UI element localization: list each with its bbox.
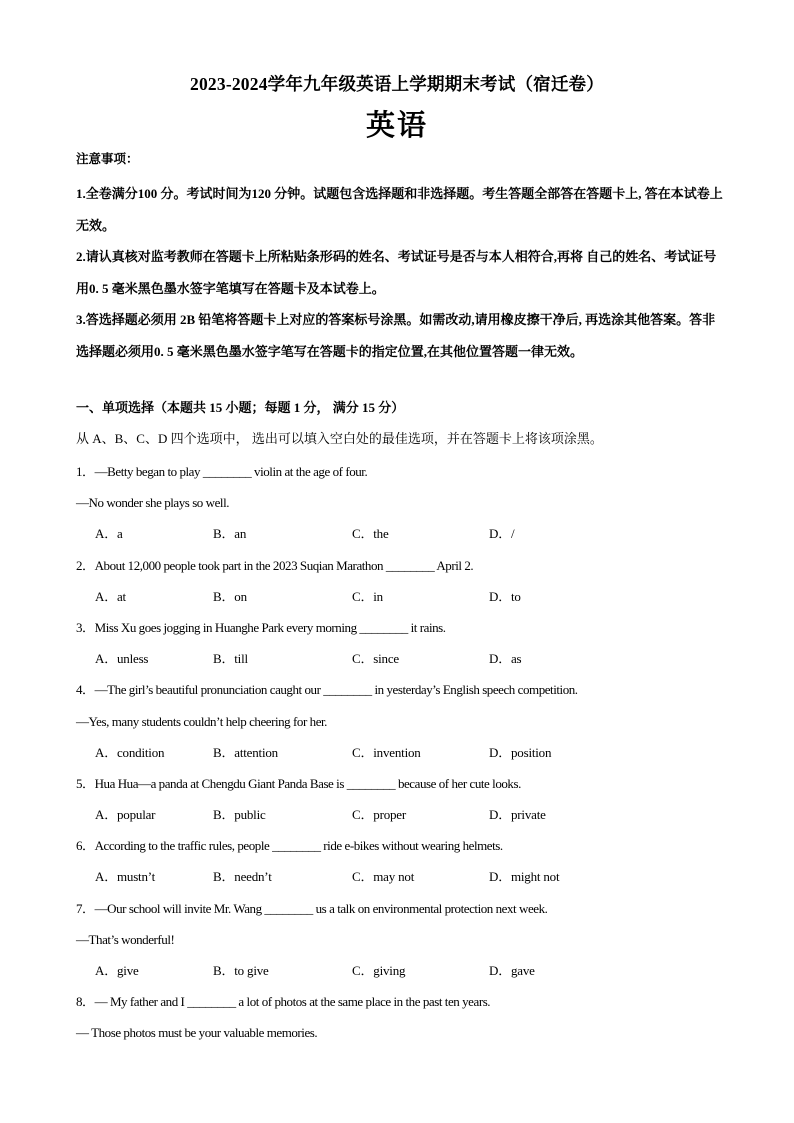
option-a: A．condition bbox=[95, 744, 165, 760]
subject-heading: 英语 bbox=[365, 110, 428, 142]
option-c: C．proper bbox=[352, 807, 406, 823]
option-row bbox=[76, 587, 726, 618]
question-reply: —That’s wonderful! bbox=[76, 931, 175, 947]
option-a: A．popular bbox=[95, 807, 156, 823]
question-stem: 3．Miss Xu goes jogging in Huanghe Park every morning ________ it rains. bbox=[76, 619, 446, 635]
option-b: B．on bbox=[213, 588, 247, 604]
option-c: C．giving bbox=[352, 963, 406, 978]
option-d: D．might not bbox=[489, 869, 560, 885]
option-b: B．public bbox=[213, 807, 266, 823]
question-stem: 5．Hua Hua—a panda at Chengdu Giant Panda Base is ________ because of her cute looks. bbox=[76, 775, 521, 791]
section-instruction: 从 A、B、C、D 四个选项中， 选出可以填入空白处的最佳选项，并在答题卡上将该项涂黑。 bbox=[76, 431, 603, 446]
section-header bbox=[76, 398, 726, 449]
question-stem: 8．— My father and I ________ a lot of photos at the same place in the past ten years. bbox=[76, 994, 491, 1010]
notes-heading: 注意事项： bbox=[76, 152, 139, 166]
option-b: B．needn’t bbox=[213, 869, 272, 885]
question-stem: 4．—The girl’s beautiful pronunciation caught our ________ in yesterday’s English speech competition. bbox=[76, 682, 578, 698]
option-b: B．to give bbox=[213, 963, 269, 978]
option-d: D．/ bbox=[489, 526, 515, 542]
option-a: A．at bbox=[95, 588, 126, 604]
question-stem: 2．About 12,000 people took part in the 2023 Suqian Marathon ________ April 2. bbox=[76, 557, 474, 573]
notes-block bbox=[76, 149, 726, 367]
option-b: B．till bbox=[213, 651, 248, 667]
option-c: C．since bbox=[352, 651, 399, 667]
option-a: A．give bbox=[95, 963, 139, 978]
section-title: 一、单项选择（本题共 15 小题；每题 1 分， 满分 15 分） bbox=[76, 400, 405, 415]
question-reply: — Those photos must be your valuable memories. bbox=[76, 1025, 318, 1041]
exam-title: 2023-2024学年九年级英语上学期期末考试（宿迁卷） bbox=[190, 74, 604, 94]
option-a: A．a bbox=[95, 526, 123, 542]
question-stem: 1．—Betty began to play ________ violin at the age of four. bbox=[76, 464, 368, 479]
note-item: 3.答选择题必须用 2B 铅笔将答题卡上对应的答案标号涂黑。如需改动,请用橡皮擦干净后, 再选涂其他答案。答非选择题必须用0. 5 毫米黑色墨水签字笔写在答题卡的指定位置,在其他位置答题一律无效。 bbox=[76, 312, 716, 359]
question-reply: —Yes, many students couldn’t help cheering for her. bbox=[76, 713, 327, 729]
option-d: D．position bbox=[489, 744, 552, 760]
option-d: D．gave bbox=[489, 963, 535, 978]
option-row bbox=[76, 743, 726, 774]
option-c: C．the bbox=[352, 526, 389, 542]
question-stem: 7．—Our school will invite Mr. Wang ________ us a talk on environmental protection next week. bbox=[76, 900, 548, 916]
option-c: C．in bbox=[352, 588, 383, 604]
option-c: C．invention bbox=[352, 744, 421, 760]
option-a: A．mustn’t bbox=[95, 869, 156, 885]
option-d: D．to bbox=[489, 588, 521, 604]
option-d: D．private bbox=[489, 807, 546, 823]
option-row bbox=[76, 961, 726, 992]
option-b: B．an bbox=[213, 526, 247, 542]
option-row bbox=[76, 867, 726, 898]
option-b: B．attention bbox=[213, 744, 278, 760]
question-stem: 6．According to the traffic rules, people ________ ride e-bikes without wearing helmets. bbox=[76, 838, 503, 854]
option-c: C．may not bbox=[352, 869, 415, 885]
question-list bbox=[76, 462, 726, 1055]
option-a: A．unless bbox=[95, 651, 149, 667]
question-reply: —No wonder she plays so well. bbox=[76, 495, 230, 511]
note-item: 2.请认真核对监考教师在答题卡上所粘贴条形码的姓名、考试证号是否与本人相符合,再将 自己的姓名、考试证号用0. 5 毫米黑色墨水签字笔填写在答题卡及本试卷上。 bbox=[76, 249, 717, 296]
note-item: 1.全卷满分100 分。考试时间为120 分钟。试题包含选择题和非选择题。考生答题全部答在答题卡上, 答在本试卷上无效。 bbox=[76, 186, 723, 233]
option-d: D．as bbox=[489, 651, 522, 667]
option-row bbox=[76, 649, 726, 680]
option-row bbox=[76, 805, 726, 836]
option-row bbox=[76, 524, 726, 555]
